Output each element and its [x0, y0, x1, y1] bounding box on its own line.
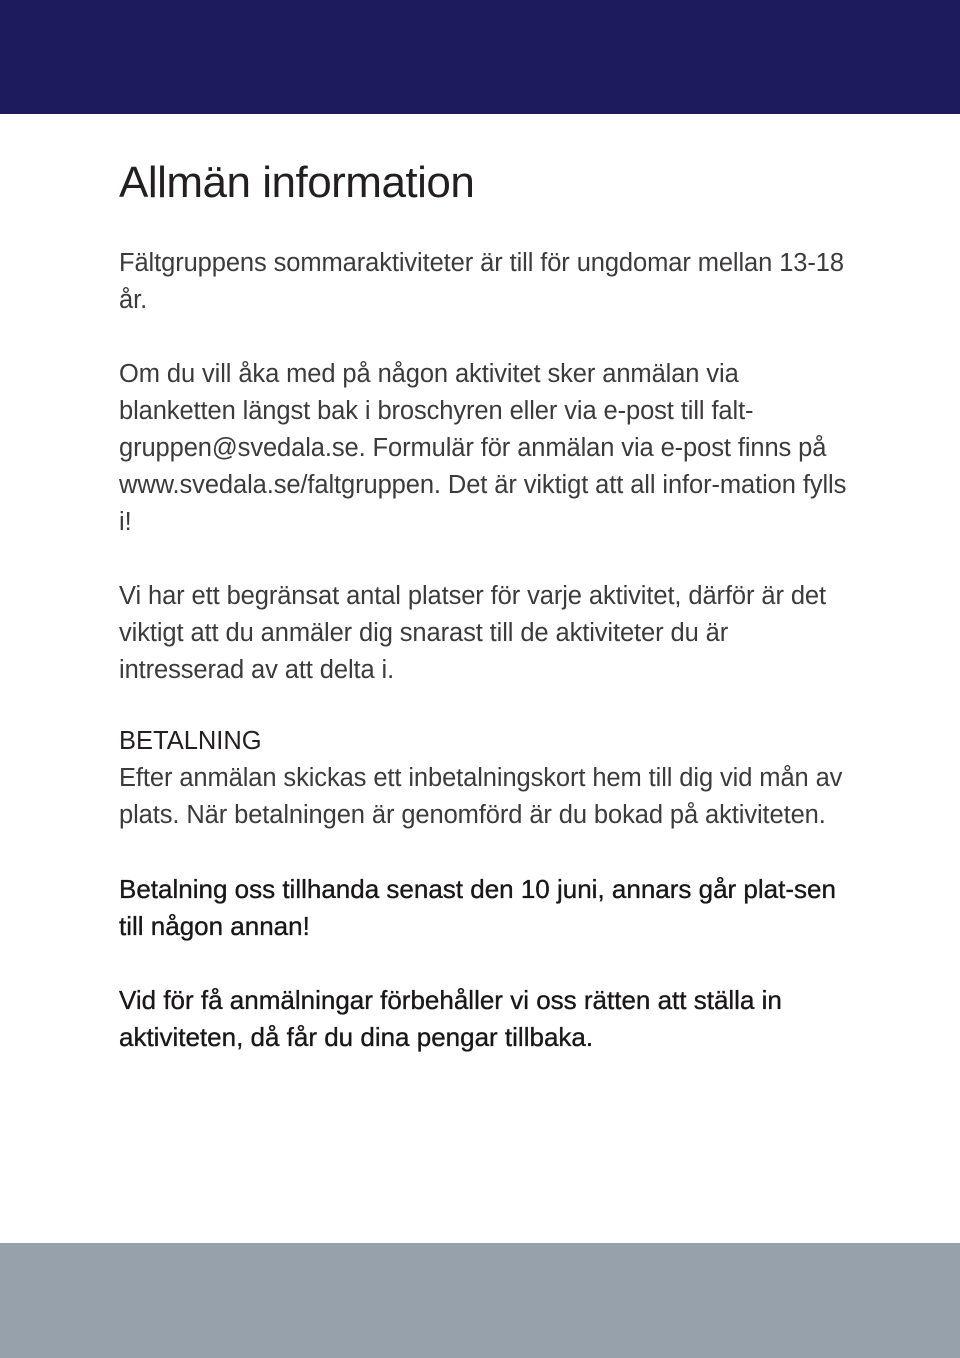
top-color-band: [0, 0, 960, 114]
age-info-paragraph: Fältgruppens sommaraktiviteter är till för ungdomar mellan 13-18 år.: [119, 249, 844, 314]
payment-heading: BETALNING: [119, 727, 262, 755]
page-content: [119, 153, 849, 1056]
payment-deadline-notice: Betalning oss tillhanda senast den 10 juni, annars går plat-sen till någon annan!: [119, 874, 836, 941]
bottom-color-band: [0, 1243, 960, 1358]
page-title: Allmän information: [119, 158, 475, 207]
registration-paragraph: Om du vill åka med på någon aktivitet sker anmälan via blanketten längst bak i broschyren eller via e-post till falt-gruppen@svedala.se. Formulär för anmälan via e-post finns på www.svedala.se/faltgruppen. Det är viktigt att all infor-mation fylls i!: [119, 360, 847, 536]
payment-paragraph: Efter anmälan skickas ett inbetalningskort hem till dig vid mån av plats. När betalningen är genomförd är du bokad på aktiviteten.: [119, 764, 843, 829]
cancellation-notice: Vid för få anmälningar förbehåller vi oss rätten att ställa in aktiviteten, då får du dina pengar tillbaka.: [119, 985, 782, 1052]
limited-places-paragraph: Vi har ett begränsat antal platser för varje aktivitet, därför är det viktigt att du anmäler dig snarast till de aktiviteter du är intresserad av att delta i.: [119, 582, 827, 684]
